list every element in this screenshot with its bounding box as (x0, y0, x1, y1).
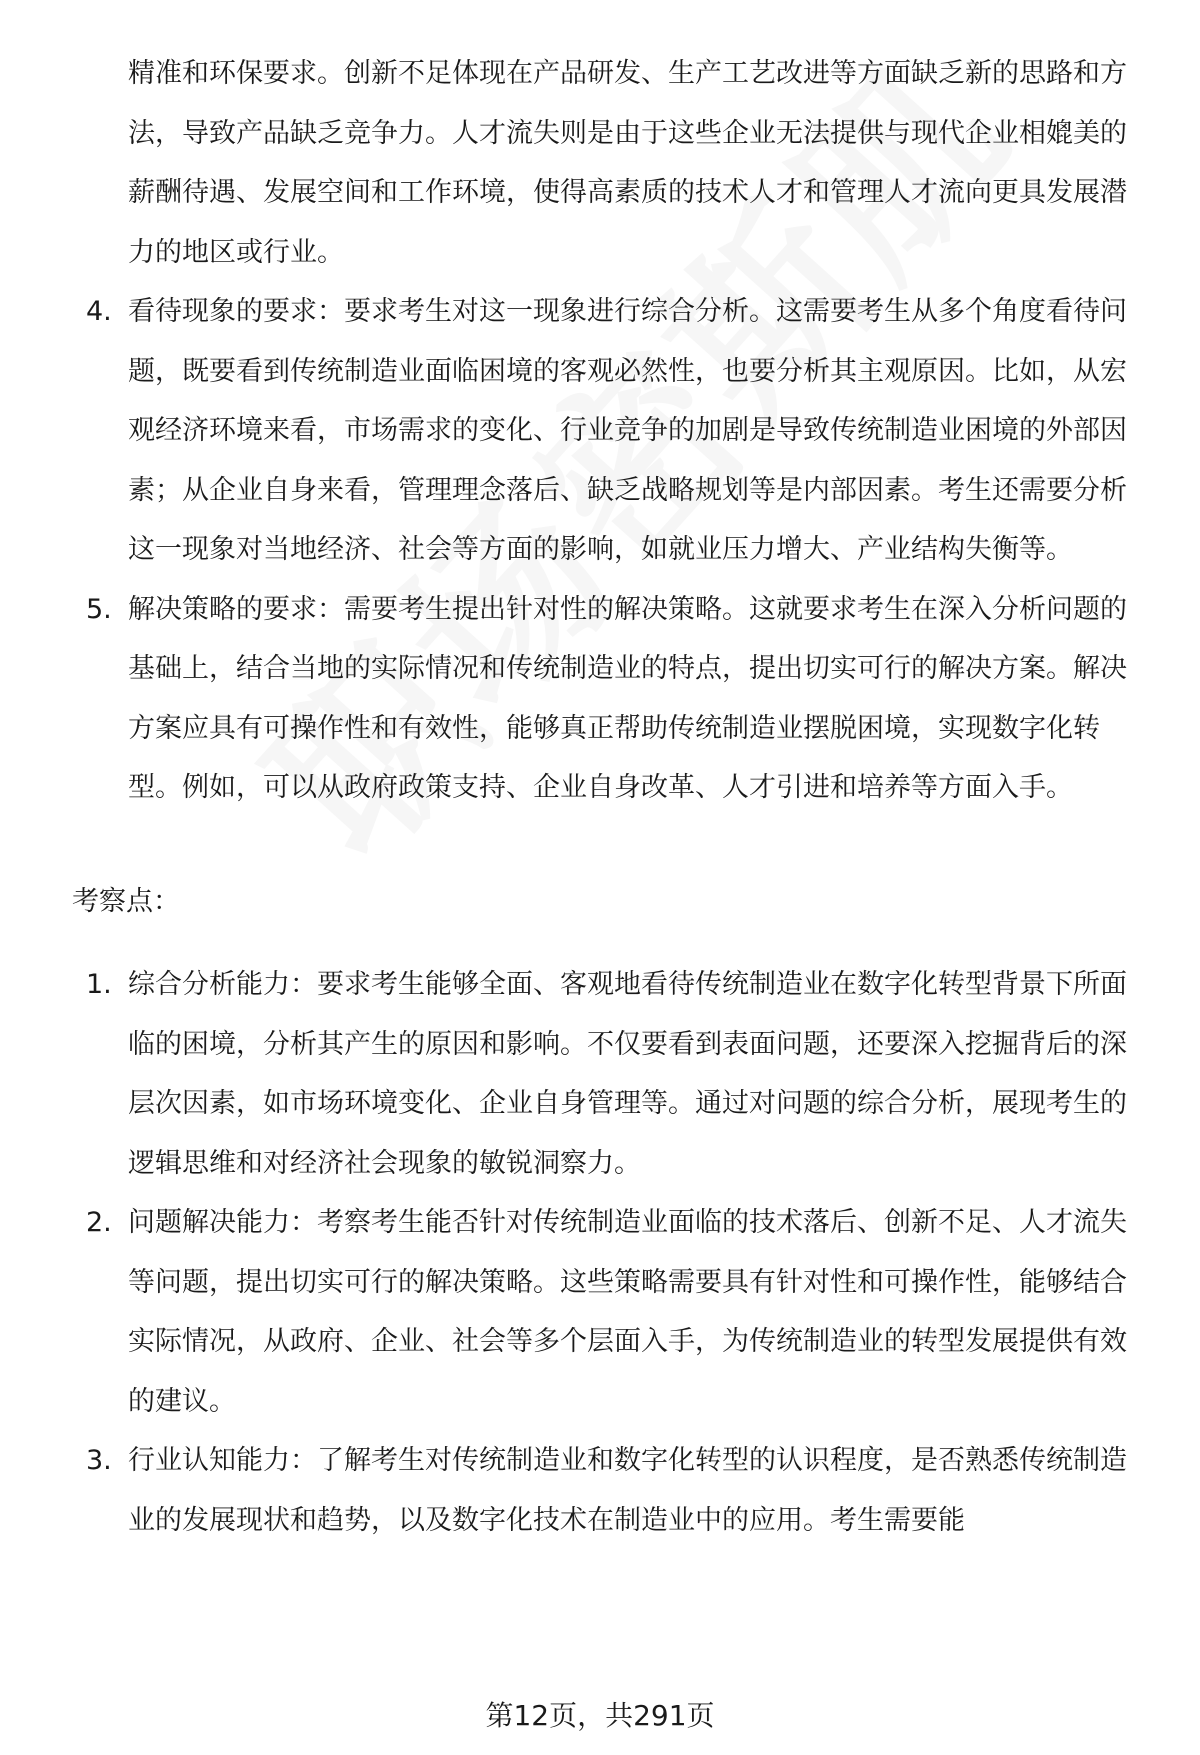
content-top (72, 44, 1140, 818)
list-item (72, 580, 1140, 818)
list-number: 4. (86, 296, 112, 327)
list-text: 解决策略的要求：需要考生提出针对性的解决策略。这就要求考生在深入分析问题的基础上，结合当地的实际情况和传统制造业的特点，提出切实可行的解决方案。解决方案应具有可操作性和有效性，能够真正帮助传统制造业摆脱困境，实现数字化转型。例如，可以从政府政策支持、企业自身改革、人才引进和培养等方面入手。 (128, 593, 1127, 803)
section-title: 考察点： (72, 886, 180, 917)
list-text: 行业认知能力：了解考生对传统制造业和数字化转型的认识程度，是否熟悉传统制造业的发展现状和趋势，以及数字化技术在制造业中的应用。考生需要能 (128, 1445, 1127, 1536)
requirements-list (72, 282, 1140, 818)
list-item (72, 282, 1140, 580)
list-text: 问题解决能力：考察考生能否针对传统制造业面临的技术落后、创新不足、人才流失等问题，提出切实可行的解决策略。这些策略需要具有针对性和可操作性，能够结合实际情况，从政府、企业、社会等多个层面入手，为传统制造业的转型发展提供有效的建议。 (128, 1207, 1127, 1417)
assessment-list (72, 955, 1140, 1550)
assessment-block (72, 955, 1140, 1550)
list-item (72, 1193, 1140, 1431)
list-number: 3. (86, 1445, 112, 1476)
page-footer: 第12页，共291页 (485, 1699, 715, 1732)
list-text: 综合分析能力：要求考生能够全面、客观地看待传统制造业在数字化转型背景下所面临的困境，分析其产生的原因和影响。不仅要看到表面问题，还要深入挖掘背后的深层次因素，如市场环境变化、企业自身管理等。通过对问题的综合分析，展现考生的逻辑思维和对经济社会现象的敏锐洞察力。 (128, 969, 1127, 1179)
list-item (72, 955, 1140, 1193)
list-text: 看待现象的要求：要求考生对这一现象进行综合分析。这需要考生从多个角度看待问题，既要看到传统制造业面临困境的客观必然性，也要分析其主观原因。比如，从宏观经济环境来看，市场需求的变化、行业竞争的加剧是导致传统制造业困境的外部因素；从企业自身来看，管理理念落后、缺乏战略规划等是内部因素。考生还需要分析这一现象对当地经济、社会等方面的影响，如就业压力增大、产业结构失衡等。 (128, 296, 1127, 565)
list-number: 2. (86, 1207, 112, 1238)
section-block (72, 872, 1140, 932)
list-item (72, 1431, 1140, 1550)
list-number: 5. (86, 593, 112, 625)
continuation-paragraph: 精准和环保要求。创新不足体现在产品研发、生产工艺改进等方面缺乏新的思路和方法，导致产品缺乏竞争力。人才流失则是由于这些企业无法提供与现代企业相媲美的薪酬待遇、发展空间和工作环境，使得高素质的技术人才和管理人才流向更具发展潜力的地区或行业。 (128, 58, 1127, 268)
list-number: 1. (86, 969, 112, 1000)
